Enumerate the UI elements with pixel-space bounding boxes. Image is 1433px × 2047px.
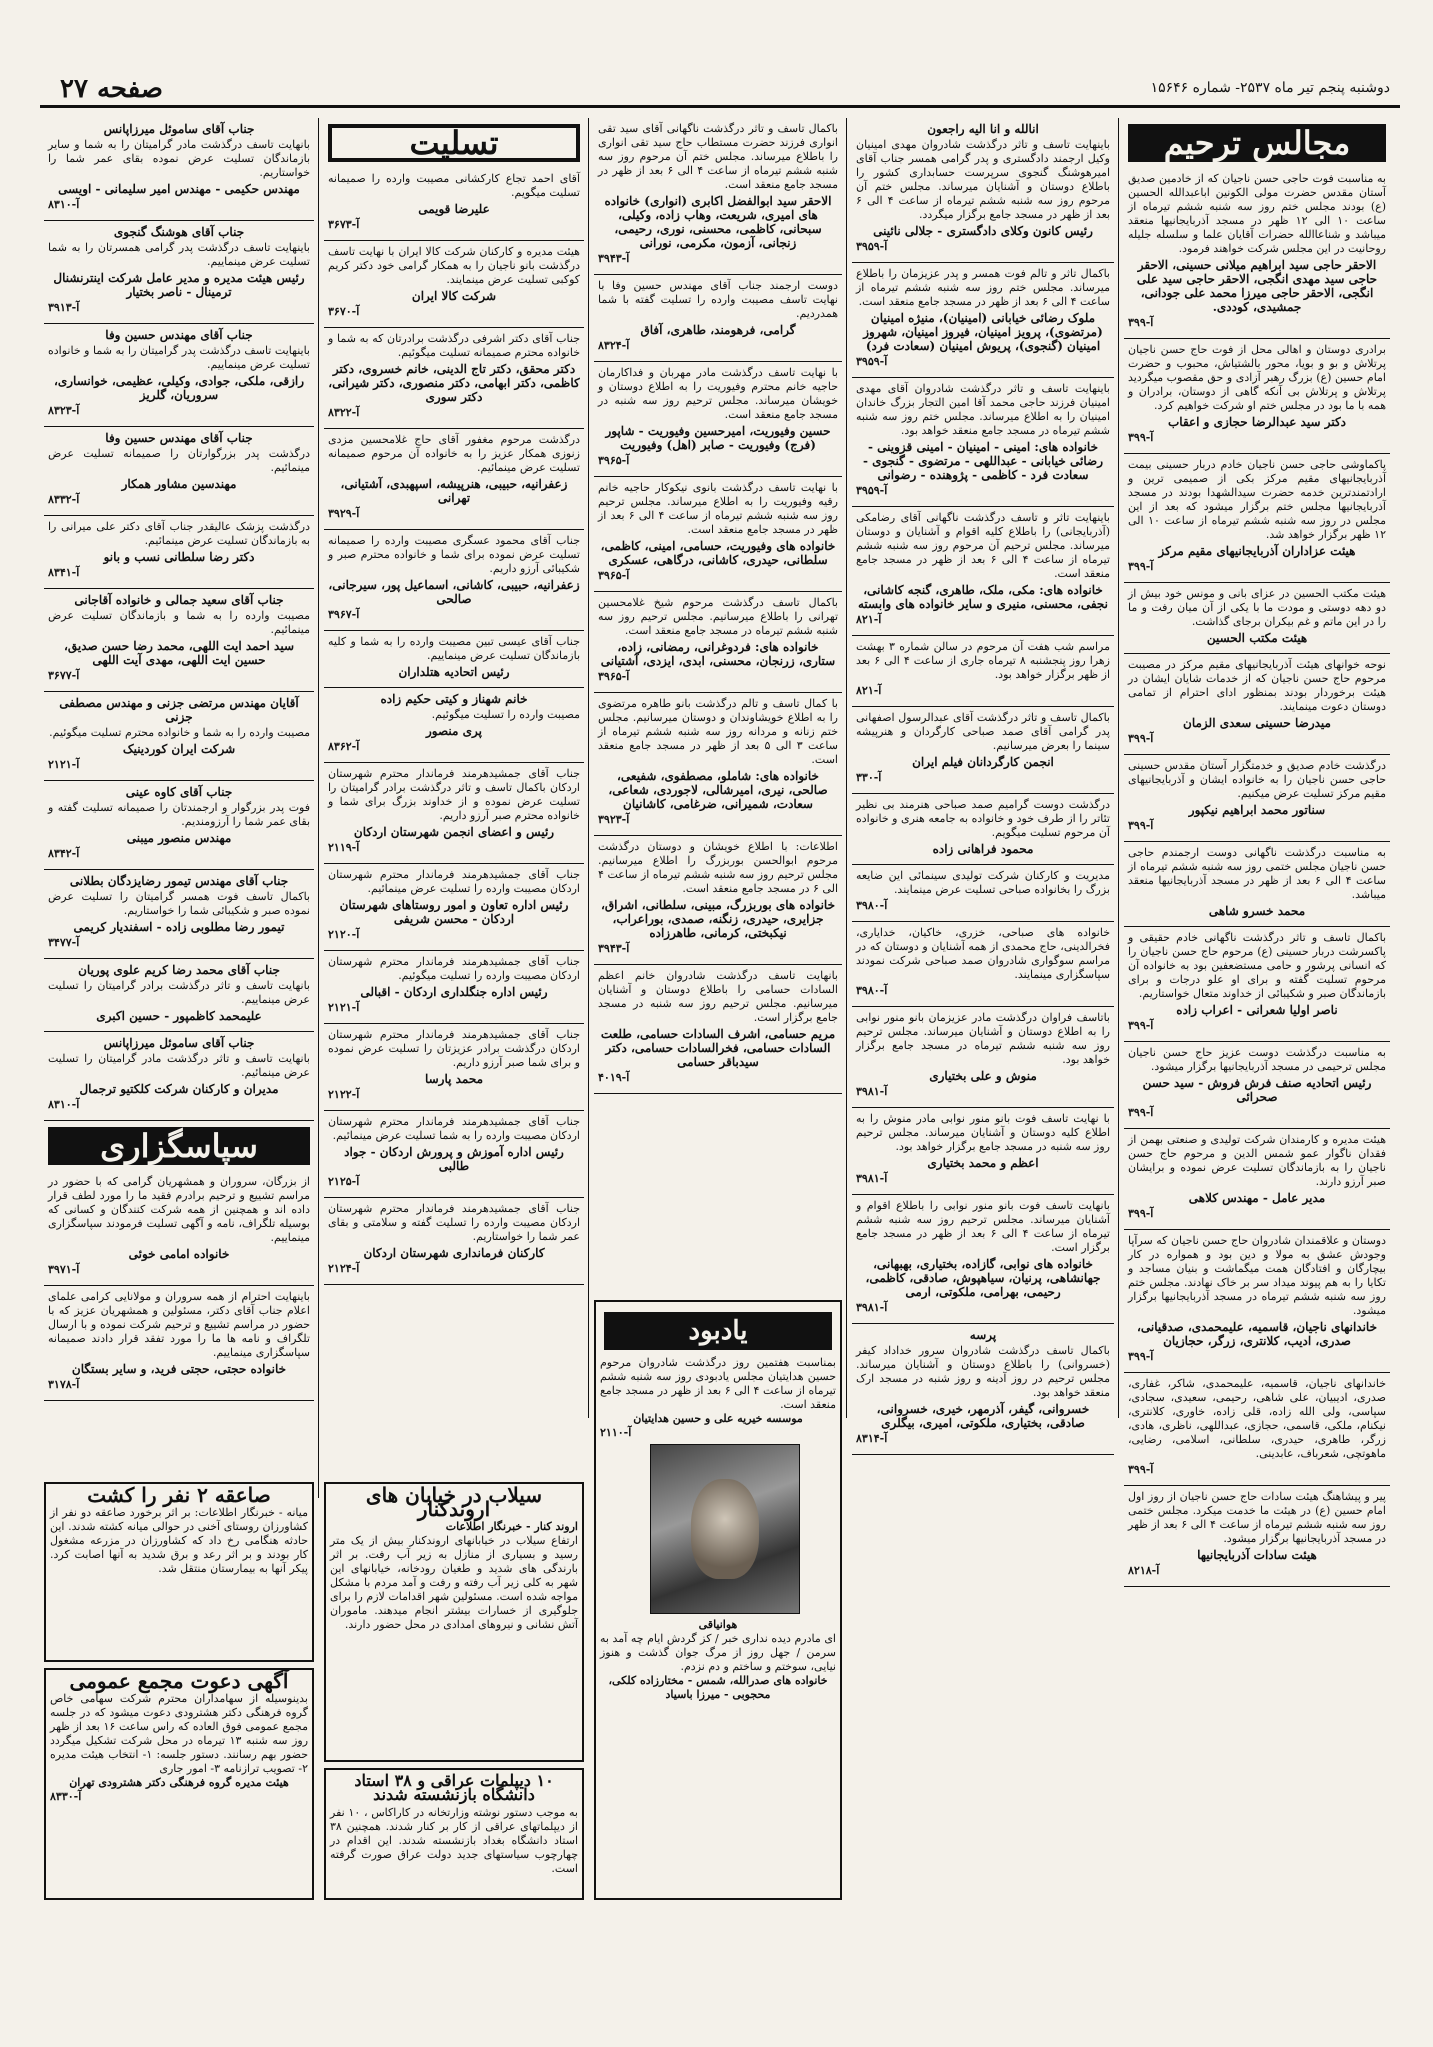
notice-signature: هیئت سادات آذربایجانیها [1197, 1548, 1317, 1562]
notice-body: پیر و پیشاهنگ هیئت سادات حاج حسن ناجیان از روز اول امام حسین (ع) در هیئت ما خدمت میکرد. مجلس ختمی روز سه شنبه ششم تیرماه از ساعت ۴ الی ۶ بعد از ظهر در مسجد آذربایجانیها برگزار میشود. [1128, 1490, 1386, 1545]
column-rule [1118, 118, 1119, 1418]
notice-body: جناب آقای جمشیدهرمند فرماندار محترم شهرستان اردکان مصیبت وارده را به شما تسلیت عرض مینمائیم. [328, 1115, 580, 1142]
notice-body: درگذشت دوست گرامیم صمد صباحی هنرمند بی نظیر تئاتر را از طرف خود و خانواده به جامعه هنری و خانواده آن مرحوم تسلیت میگویم. [856, 798, 1110, 839]
notice-number: آ-۸۲۱ [856, 613, 882, 626]
notice-signature: خانواده های: فردوغرانی، رمضانی، زاده، ستاری، زرنجان، محسنی، ابدی، ایزدی، آشتیانی [600, 640, 836, 668]
notice-title: جناب آقای کاوه عینی [125, 785, 233, 799]
notice-signature: خانواده حجتی، حجتی فرید، و سایر بستگان [71, 1362, 287, 1376]
news-diplomats [324, 1768, 584, 1900]
notice-list [594, 118, 842, 1094]
notice-body: جناب آقای محمود عسگری مصیبت وارده را صمیمانه تسلیت عرض نموده برای شما و خانواده محترم صبر و شکیبائی آرزو داریم. [328, 534, 580, 575]
notice [1124, 927, 1390, 1042]
notice [324, 951, 584, 1024]
notice-signature: مدیر عامل - مهندس کلاهی [1188, 1191, 1326, 1205]
notice-signature: مهندس حکیمی - مهندس امیر سلیمانی - اویسی [58, 182, 300, 196]
notice-signature: علیمحمد کاظمپور - حسین اکبری [96, 1009, 262, 1023]
notice-signature: خسروانی، گیفر، آذرمهر، خیری، خسروانی، صادقی، بختیاری، ملکوتی، امیری، بیگلری [876, 1402, 1090, 1430]
notice-list [324, 168, 584, 1285]
notice-signature: مریم حسامی، اشرف السادات حسامی، طلعت السادات حسامی، فخرالسادات حسامی، دکتر سیدباقر حسامی [600, 1027, 836, 1069]
notice-signature: ملوک رضائی خیابانی (امینیان)، منیژه امینیان (مرتضوی)، پرویز امینیان، فیروز امینیان، شهروز امینیان (گنجوی)، پریوش امینیان (سعادت فرد) [863, 311, 1103, 353]
notice-number: آ-۳۹۹ [1128, 1463, 1154, 1476]
notice-signature: رئیس اداره آموزش و پرورش اردکان - جواد طالبی [344, 1145, 564, 1173]
news-subhead: اروند کنار - خبرنگار اطلاعات [445, 1520, 578, 1533]
notice-body: به مناسبت درگذشت ناگهانی دوست ارجمندم حاجی حسن ناجیان مجلس ختمی روز سه شنبه ششم تیرماه از ساعت ۴ الی ۶ بعد از ظهر در مسجد آذربایجانیها منعقد میباشد. [1128, 846, 1386, 901]
notice-body: به مناسبت درگذشت دوست عزیز حاج حسن ناجیان مجلس ترحیمی در مسجد آذربایجانیها برگزار میشود. [1128, 1046, 1386, 1073]
notice-list [44, 118, 314, 1121]
notice [44, 692, 314, 781]
notice-number: آ-۳۹۷۱ [48, 1263, 80, 1276]
notice-number: آ-۳۹۹ [1128, 560, 1154, 573]
notice [1124, 1230, 1390, 1373]
page-number: صفحه ۲۷ [60, 74, 163, 104]
notice-body: باکمال تاسف و تاثر درگذشت ناگهانی آقای سید تقی انواری فرزند حضرت مستطاب حاج سید تقی انواری را باطلاع میرساند. مجلس ختم آن مرحوم روز سه شنبه ششم تیرماه از ساعت ۴ الی ۶ بعد از ظهر در مسجد جامع منعقد است. [598, 122, 838, 191]
photo-caption: هوانیاقی [698, 1618, 738, 1631]
notice-signature: مهندسین مشاور همکار [121, 477, 237, 491]
notice-signature: خانواده امامی خوئی [128, 1247, 230, 1261]
notice-number: آ-۳۱۷۸ [48, 1378, 80, 1391]
yadbood-poem: ای مادرم دیده نداری خبر / کز گردش ایام چه آمد به سرمن / جهل روز از مرگ جوان گذشت و هنوز نیایی، سوختم و ساختم و دم نزدم. [600, 1632, 836, 1673]
notice-number: آ-۸۳۴۲ [48, 847, 80, 860]
notice-body: باینهایت احترام از همه سروران و مولانایی کرامی علمای اعلام جناب آقای دکتر، مسئولین و همشهریان عزیز که با حضور در مراسم تشییع و ترحیم شرکت نموده و با ارسال تلگراف و نامه ها ما را مورد تفقد قرار دادند صمیمانه سپاسگزاری مینماییم. [48, 1290, 310, 1359]
notice [852, 1108, 1114, 1195]
notice-signature: خانواده های: امینی - امینیان - امینی قزوینی - رضائی خیابانی - عبداللهی - مرتضوی - گنجوی - سعادت فرد - کاظمی - پژوهنده - رضوانی [863, 440, 1103, 482]
notice-number: آ-۸۳۴۱ [48, 566, 80, 579]
notice [852, 263, 1114, 378]
notice [594, 693, 842, 836]
notice-number: آ-۳۶۷۰ [328, 305, 360, 318]
notice-number: آ-۳۳۰ [856, 771, 882, 784]
notice-title: خانم شهناز و کیتی حکیم زاده [380, 692, 528, 706]
notice-body: با کمال تاسف و تالم درگذشت بانو طاهره مرتضوی را به اطلاع خویشاوندان و دوستان میرسانیم. مجلس ختم زنانه و مردانه روز سه شنبه ششم تیرماه از ساعت ۳ الی ۵ بعد از ظهر در مسجد جامع منعقد است. [598, 697, 838, 766]
notice [324, 328, 584, 429]
notice-body: باکمال تاسف درگذشت شادروان سرور خداداد کیفر (خسروانی) را باطلاع دوستان و آشنایان میرساند. مجلس ترحیم در روز آدینه و روز شنبه در مسجد ارک منعقد خواهد بود. [856, 1344, 1110, 1399]
notice-body: درگذشت پدر بزرگوارتان را صمیمانه تسلیت عرض مینمائیم. [48, 447, 310, 474]
notice-title: جناب آقای محمد رضا کریم علوی پوریان [78, 963, 280, 977]
news-assembly [44, 1668, 314, 1900]
notice [852, 865, 1114, 922]
notice-body: باینهایت تاسف و تاثر درگذشت شادروان مهدی امینیان وکیل ارجمند دادگستری و پدر گرامی همسر جناب آقای امیرهوشنگ گنجوی سرپرست حسابداری کشور را باطلاع دوستان و آشنایان میرساند. مجلس ختم آن مرحوم روز سه شنبه ششم تیرماه از ساعت ۴ الی ۶ بعد از ظهر در مسجد جامع برگزار میگردد. [856, 138, 1111, 221]
notice-number: آ-۳۹۹ [1128, 1207, 1154, 1220]
notice-number: آ-۲۱۲۰ [328, 928, 360, 941]
notice-list [1124, 168, 1390, 1587]
notice-number: آ-۳۹۹ [1128, 431, 1154, 444]
notice [594, 362, 842, 477]
notice [44, 118, 314, 221]
notice-signature: مدیران و کارکنان شرکت کلکتیو ترجمال [79, 1082, 279, 1096]
portrait-photo [650, 1444, 800, 1614]
notice-number: آ-۸۳۱۰ [48, 1098, 80, 1111]
notice-number: آ-۸۳۳۲ [48, 493, 80, 506]
notice-signature: رئیس اتحادیه صنف فرش فروش - سید حسن صحرائی [1142, 1076, 1372, 1104]
column-1 [1124, 118, 1390, 1998]
notice-body: خاندانهای ناجیان، قاسمیه، علیمحمدی، شاکر، غفاری، صدری، ادیبیان، علی شاهی، رحیمی، سعیدی، سجادی، سپاسی، ولی الله زاده، قلی زاده، خاوری، کلانتری، نیکنام، ملکی، قاسمی، حجازی، عبداللهی، ناظری، هادی، زرگر، طاهری، حیدری، سلطانی، اسلامی، رضایی، ماهوتچی، شعرباف، عابدینی. [1128, 1377, 1386, 1460]
notice [324, 530, 584, 631]
notice-signature: رئیس کانون وکلای دادگستری - جلالی نائینی [873, 224, 1093, 238]
notice-signature: رئیس اداره جنگلداری اردکان - اقبالی [360, 985, 548, 999]
notice-body: دوست ارجمند جناب آقای مهندس حسین وفا با نهایت تاسف مصیبت وارده را تسلیت گفته با شما همدردیم. [598, 279, 838, 320]
yadbood-banner: یادبود [604, 1312, 832, 1350]
notice-body: درگذشت خادم صدیق و خدمتگزار آستان مقدس حسینی حاجی حسن ناجیان را به خانواده ایشان و آذربایجانیهای مقیم مرکز تسلیت عرض میکنیم. [1128, 759, 1386, 800]
notice-body: باکمال تاثر و تالم فوت همسر و پدر عزیزمان را باطلاع میرساند. مجلس ختم روز سه شنبه ششم تیرماه از ساعت ۴ الی ۶ بعد از ظهر در مسجد جامع منعقد است. [856, 267, 1110, 308]
column-2 [852, 118, 1114, 1998]
news-headline: سیلاب در خیابان های اروندکنار [365, 1483, 543, 1521]
column-rule [846, 118, 847, 1418]
notice-body: جناب آقای جمشیدهرمند فرماندار محترم شهرستان اردکان مصیبت وارده را تسلیت عرض مینمائیم. [328, 868, 580, 895]
notice [1124, 842, 1390, 927]
notice-title: جناب آقای ساموئل میرزاپانس [103, 122, 255, 136]
notice [1124, 1486, 1390, 1587]
notice-body: باینهایت تاسف و تاثر درگذشت شادروان آقای مهدی امینیان فرزند حاجی محمد آقا امین التجار بزرگ خاندان امینیان را به اطلاع میرساند. مجلس ختم روز سه شنبه ششم تیرماه در مسجد جامع منعقد خواهد بود. [856, 382, 1110, 437]
page-header [40, 74, 1400, 108]
notice [852, 1324, 1114, 1455]
notice [44, 1286, 314, 1401]
notice-number: آ-۳۹۹ [1128, 1019, 1154, 1032]
news-headline: صاعقه ۲ نفر را کشت [87, 1483, 271, 1507]
notice-body: جناب آقای جمشیدهرمند فرماندار محترم شهرستان اردکان مصیبت وارده را تسلیت گفته و سلامتی و بقای عمر شما را خواستاریم. [328, 1202, 580, 1243]
notice-body: جناب آقای جمشیدهرمند فرماندار محترم شهرستان اردکان مصیبت وارده را تسلیت میگوئیم. [328, 955, 580, 982]
column-3 [594, 118, 842, 1293]
notice [594, 275, 842, 362]
news-body: به موجب دستور نوشته وزارتخانه در کاراکاس ، ۱۰ نفر از دیپلماتهای عراقی از کار بر کنار شدند. همچنین ۳۸ استاد دانشگاه بغداد بازنشسته شدند. این اقدام در چهارچوب سیاستهای جدید دولت عراق صورت گرفته است. [330, 1806, 578, 1875]
notice [852, 794, 1114, 865]
notice-body: اطلاعات: با اطلاع خویشان و دوستان درگذشت مرحوم ابوالحسن بوربزرگ را اطلاع میرسانیم. مجلس ترحیم روز سه شنبه ششم تیرماه از ساعت ۴ الی ۶ در مسجد جامع منعقد است. [598, 840, 838, 895]
notice [44, 221, 314, 324]
notice-body: خانواده های صباحی، خزری، خاکیان، خدایاری، فخرالدینی، حاج محمدی از همه آشنایان و دوستان که در مراسم سوگواری شادروان صمد صباحی شرکت نمودند سپاسگزاری مینمایند. [856, 926, 1110, 981]
notice-body: آقای احمد تجاع کارکشانی مصیبت وارده را صمیمانه تسلیت میگویم. [328, 172, 580, 199]
date-line: دوشنبه پنجم تیر ماه ۲۵۳۷- شماره ۱۵۶۴۶ [1150, 80, 1390, 96]
notice [324, 763, 584, 864]
notice [1124, 1042, 1390, 1129]
notice-signature: شرکت کالا ایران [411, 289, 497, 303]
notice-number: آ-۳۹۹ [1128, 316, 1154, 329]
notice-signature: پری منصور [426, 724, 482, 738]
notice-body: نوحه خوانهای هیئت آذربایجانیهای مقیم مرکز در مصیبت مرحوم حاج حسن ناجیان که از خدمات شایان ایشان در هیئت برخوردار بودند بمنظور ادای احترام از تمامی دوستان دعوت مینمایند. [1128, 658, 1386, 713]
majales-banner: مجالس ترحیم [1128, 124, 1386, 162]
notice-number: آ-۸۳۲۲ [328, 406, 360, 419]
notice-signature: محمود فراهانی زاده [932, 842, 1034, 856]
notice [1124, 755, 1390, 842]
notice-title: پرسه [969, 1328, 997, 1342]
notice-number: آ-۳۶۷۳ [328, 218, 360, 231]
notice-body: مدیریت و کارکنان شرکت تولیدی سینمائی این ضایعه بزرگ را بخانواده صباحی تسلیت عرض مینمایند. [856, 869, 1110, 896]
news-lightning [44, 1482, 314, 1662]
notice-signature: رئیس و اعضای انجمن شهرستان اردکان [353, 825, 555, 839]
notice [44, 589, 314, 692]
notice-list [852, 118, 1114, 1455]
notice-body: هیئت مکتب الحسین در عزای بانی و مونس خود بیش از دو دهه دوستی و مودت ما با یکی از آن میان رفت و ما را در این ماتم و غم بیکران برجای گذاشت. [1128, 587, 1386, 628]
notice-signature: خانواده های وفیوریت، حسامی، امینی، کاظمی، سلطانی، حیدری، کاشانی، درگاهی، عسکری [600, 539, 836, 567]
notice-body: با نهایت تاسف درگذشت مادر مهربان و فداکارمان حاجیه خانم محترم وفیوریت را به اطلاع دوستان و خویشان میرساند. مجلس ترحیم روز سه شنبه در مسجد جامع منعقد است. [598, 366, 838, 421]
notice-number: آ-۳۹۶۷ [328, 608, 360, 621]
notice-number: آ-۸۲۱ [856, 684, 882, 697]
notice-body: فوت پدر بزرگوار و ارجمندتان را صمیمانه تسلیت گفته و بقای عمر شما را آرزومندیم. [48, 801, 310, 828]
notice [594, 118, 842, 275]
yadbood-body: بمناسبت هفتمین روز درگذشت شادروان مرحوم حسین هدایتیان مجلس یادبودی روز سه شنبه ششم تیرماه از ساعت ۴ الی ۶ بعد از ظهر در مسجد جامع منعقد است. [600, 1356, 836, 1411]
notice-title: جناب آقای مهندس تیمور رضایزدگان بطلانی [69, 874, 289, 888]
notice-number: آ-۳۹۵۹ [856, 484, 888, 497]
notice [44, 781, 314, 870]
notice-signature: شرکت ایران کوردینیک [122, 742, 236, 756]
notice-signature: انجمن کارگردانان فیلم ایران [912, 755, 1054, 769]
notice-number: آ-۳۹۹ [1128, 1106, 1154, 1119]
news-signature: هیئت مدیره گروه فرهنگی دکتر هشترودی تهران [69, 1776, 289, 1789]
column-5 [44, 118, 314, 1468]
news-headline: آگهی دعوت مجمع عمومی [69, 1669, 289, 1693]
notice-title: انالله و انا الیه راجعون [927, 122, 1039, 136]
notice-signature: رئیس اداره تعاون و امور روستاهای شهرستان اردکان - محسن شریفی [339, 898, 569, 926]
notice-number: آ-۳۹۶۵ [598, 569, 630, 582]
notice-signature: مهندس منصور میبنی [126, 831, 232, 845]
notice-signature: میدرضا حسینی سعدی الزمان [1183, 716, 1331, 730]
notice [324, 429, 584, 530]
notice-signature: محمد خسرو شاهی [1208, 904, 1306, 918]
notice-body: جناب آقای جمشیدهرمند فرماندار محترم شهرستان اردکان باکمال تاسف و تاثر درگذشت برادر گرامیتان را تسلیت عرض نموده و از خداوند بزرگ برای شما و خانواده محترم صبر آرزو داریم. [328, 767, 580, 822]
notice-body: باکمال تاسف و تاثر درگذشت آقای عبدالرسول اصفهانی پدر گرامی آقای صمد صباحی کارگردان و هنرپیشه سینما را بعرض میرسانیم. [856, 711, 1110, 752]
notice-number: آ-۲۱۱۹ [328, 841, 360, 854]
notice [44, 1171, 314, 1286]
notice-number: آ-۳۹۴۳ [598, 252, 630, 265]
yadbood-signature: موسسه خیریه علی و حسین هدایتیان [633, 1412, 803, 1425]
notice [852, 707, 1114, 794]
notice-body: باکمال تاسف درگذشت مرحوم شیخ غلامحسین تهرانی را باطلاع میرسانیم. مجلس ترحیم روز سه شنبه ششم تیرماه در مسجد جامع منعقد است. [598, 596, 838, 637]
notice-body: درگذشت پزشک عالیقدر جناب آقای دکتر علی میرانی را به بازماندگان تسلیت عرض مینمائیم. [48, 520, 310, 547]
yadbood-block [594, 1300, 842, 1900]
notice-number: آ-۳۴۷۷ [48, 936, 80, 949]
notice-signature: هیئت عزاداران آذربایجانیهای مقیم مرکز [1158, 544, 1356, 558]
notice-body: باینهایت تاسف درگذشت پدر گرامیتان را به شما و خانواده تسلیت عرض مینماییم. [48, 344, 310, 371]
notice-title: جناب آقای ساموئل میرزاپانس [103, 1036, 255, 1050]
notice-number: آ-۳۹۵۹ [856, 355, 888, 368]
notice-body: جناب آقای دکتر اشرفی درگذشت برادرتان که به شما و خانواده محترم صمیمانه تسلیت میگوئیم. [328, 332, 580, 359]
notice [852, 1007, 1114, 1108]
notice-number: آ-۸۳۶۲ [328, 740, 360, 753]
notice-title: جناب آقای هوشنگ گنجوی [113, 225, 245, 239]
notice-number: آ-۴۰۱۹ [598, 1071, 630, 1084]
notice-body: هیئت مدیره و کارکنان شرکت کالا ایران با نهایت تاسف درگذشت بانو ناجیان را به همکار گرامی خود دکتر کریم کوکبی تسلیت عرض مینمایند. [328, 245, 580, 286]
notice-signature: دکتر سید عبدالرضا حجازی و اعقاب [1167, 415, 1347, 429]
notice-signature: خانواده های: مکی، ملک، طاهری، گنجه کاشانی، نجفی، محسنی، منیری و سایر خانواده های وابسته [858, 583, 1108, 611]
notice [1124, 654, 1390, 755]
notice-signature: الاحقر سید ابوالفضل اکابری (انواری) خانواده های امیری، شریعت، وهاب زاده، وکیلی، سبحانی، کاظمی، محسنی، نوری، رحیمی، زنجانی، آزمون، مکرمی، نورانی [604, 194, 832, 250]
notice-signature: رئیس اتحادیه هتلداران [398, 665, 510, 679]
notice-number: آ-۳۹۸۰ [856, 899, 888, 912]
yadbood-number: آ-۲۱۱۰ [600, 1426, 632, 1439]
notice [594, 477, 842, 592]
notice [324, 864, 584, 951]
notice-number: آ-۳۹۹ [1128, 1350, 1154, 1363]
notice-body: باینهایت تاسف درگذشت پدر گرامی همسرتان را به شما تسلیت عرض مینماییم. [48, 241, 310, 268]
notice-body: با نهایت تاسف درگذشت بانوی نیکوکار حاجیه خانم رقیه وفیوریت را به اطلاع میرساند. مجلس ترحیم روز سه شنبه ششم تیرماه از ساعت ۴ الی ۶ بعد از ظهر در مسجد جامع منعقد است. [598, 481, 838, 536]
notice-signature: رازقی، ملکی، جوادی، وکیلی، عظیمی، خوانساری، سروریان، گلریز [53, 374, 304, 402]
notice-body: مراسم شب هفت آن مرحوم در سالن شماره ۳ بهشت زهرا روز پنجشنبه ۸ تیرماه جاری از ساعت ۴ الی ۶ بعد از ظهر برگزار خواهد بود. [856, 640, 1110, 681]
notice-number: آ-۲۱۲۱ [48, 758, 80, 771]
news-body: میانه - خبرنگار اطلاعات: بر اثر برخورد صاعقه دو نفر از کشاورزان روستای آخنی در حوالی میانه کشته شدند. این حادثه هنگامی رخ داد که کشاورزان در مزرعه مشغول کار بودند و بر اثر رعد و برق شدید به آنها اصابت کرد. پیکر آنها به بیمارستان منتقل شد. [50, 1506, 308, 1575]
notice [1124, 168, 1390, 339]
notice-signature: خانواده های نوابی، گازاده، بختیاری، بهبهانی، جهانشاهی، پرنیان، سیاهپوش، صادقی، کاظمی، رحیمی، بهرامی، ملکوتی، ارمی [865, 1257, 1101, 1299]
notice-signature: رئیس هیئت مدیره و مدیر عامل شرکت اینترنشنال ترمینال - ناصر بختیار [53, 271, 305, 299]
notice [324, 1111, 584, 1198]
yadbood-poem-signature: خانواده های صدرالله، شمس - مختارزاده کلکی، محجوبی - میرزا باسیاد [608, 1674, 828, 1701]
notice-signature: سید احمد ایت اللهی، محمد رضا حسن صدیق، حسین ایت اللهی، مهدی آیت اللهی [63, 639, 295, 667]
notice-number: آ-۳۹۶۵ [598, 454, 630, 467]
notice-signature: دکتر محقق، دکتر تاج الدینی، خانم خسروی، دکتر کاظمی، دکتر ابهامی، دکتر منصوری، دکتر شیرانی، دکتر سوری [328, 362, 580, 404]
notice [44, 516, 314, 589]
column-4 [324, 118, 584, 1398]
notice-number: آ-۲۱۲۵ [328, 1175, 360, 1188]
notice-number: آ-۳۹۵۹ [856, 240, 888, 253]
notice-number: آ-۳۹۲۳ [598, 813, 630, 826]
notice [44, 427, 314, 516]
news-body: بدینوسیله از سهامداران محترم شرکت سهامی خاص گروه فرهنگی دکتر هشترودی دعوت میشود که در جلسه مجمع عمومی فوق العاده که راس ساعت ۱۶ بعد از ظهر روز سه شنبه ۱۳ تیرماه در محل شرکت تشکیل میگردد حضور بهم رسانند. دستور جلسه: ۱- انتخاب هیئت مدیره ۲- تصویب ترازنامه ۳- امور جاری [50, 1692, 309, 1775]
notice-signature: هیئت مکتب الحسین [1206, 631, 1308, 645]
notice-signature: حسین وفیوریت، امیرحسین وفیوریت - شاپور (فرج) وفیوریت - صابر (اهل) وفیوریت [605, 424, 831, 452]
notice-signature: زعفرانیه، حبیبی، هنرپیشه، اسپهبدی، آشتیانی، تهرانی [340, 477, 568, 505]
notice-number: آ-۳۹۱۳ [48, 301, 80, 314]
notice-body: جناب آقای جمشیدهرمند فرماندار محترم شهرستان اردکان درگذشت برادر عزیزتان را تسلیت عرض نموده و برای شما صبر آرزو داریم. [328, 1028, 580, 1069]
notice-signature: الاحقر حاجی سید ابراهیم میلانی حسینی، الاحقر حاجی سید مهدی انگجی، الاحقر حاجی سید علی انگجی، الاحقر حاجی میرزا محمد علی جودانی، جمشیدی، کوددی. [1136, 258, 1378, 314]
notice-signature: دکتر رضا سلطانی نسب و بانو [103, 550, 255, 564]
notice [594, 592, 842, 693]
notice-signature: سناتور محمد ابراهیم نیکپور [1188, 803, 1326, 817]
notice-signature: زعفرانیه، حبیبی، کاشانی، اسماعیل پور، سیرجانی، صالحی [328, 578, 580, 606]
notice-number: آ-۸۳۱۴ [856, 1432, 888, 1445]
notice-body: باتاسف فراوان درگذشت مادر عزیزمان بانو منور نوابی را به اطلاع دوستان و آشنایان میرساند. مجلس ترحیم روز سه شنبه ششم تیرماه در مسجد جامع برگزار خواهد بود. [856, 1011, 1110, 1066]
tasliat-banner: تسلیت [328, 124, 580, 162]
notice-title: جناب آقای مهندس حسین وفا [105, 431, 253, 445]
notice-body: مصیبت وارده را به شما و بازماندگان تسلیت عرض مینمائیم. [48, 609, 310, 636]
notice [44, 959, 314, 1032]
notice-number: آ-۳۹۹ [1128, 819, 1154, 832]
notice-number: آ-۳۹۶۵ [598, 670, 630, 683]
notice-body: بانهایت تاسف و تاثر درگذشت برادر گرامیتان را تسلیت عرض مینماییم. [48, 979, 310, 1006]
notice [1124, 1373, 1390, 1486]
notice-body: درگذشت مرحوم مغفور آقای حاج غلامحسین مزدی زنوزی همکار عزیز را به خانواده آن مرحوم صمیمانه تسلیت عرض مینمائیم. [328, 433, 580, 474]
notice-number: آ-۲۱۲۲ [328, 1088, 360, 1101]
news-flood [324, 1482, 584, 1762]
notice-number: آ-۸۳۲۴ [598, 339, 630, 352]
news-headline: ۱۰ دیپلمات عراقی و ۳۸ استاد دانشگاه بازنشسته شدند [354, 1771, 554, 1804]
notice-title: جناب آقای مهندس حسین وفا [105, 328, 253, 342]
notice [594, 965, 842, 1094]
notice [852, 378, 1114, 507]
notice [594, 836, 842, 965]
notice-body: باینهایت تاثر و تاسف درگذشت ناگهانی آقای رضامکی (آذربایجانی) را باطلاع کلیه اقوام و آشنایان و دوستان میرساند. مجلس ترحیم آن مرحوم روز سه شنبه ششم تیرماه از ساعت ۴ الی ۶ بعد از ظهر در مسجد جامع منعقد است. [856, 511, 1110, 580]
notice-body: دوستان و علاقمندان شادروان حاج حسن ناجیان که سرآپا وجودش عشق به مولا و دین بود و همواره در کار بیچارگان و افتادگان همت میگماشت و بنیان مساجد و تکایا را به هم پیوند میداد سر بر خاک نهادند. مجلس ختم روز سه شنبه ششم تیرماه در مسجد آذربایجانیها برگزار میشود. [1128, 1234, 1386, 1317]
notice-title: جناب آقای سعید جمالی و خانواده آقاجانی [74, 593, 284, 607]
column-rule [318, 118, 319, 1498]
notice-number: آ-۳۹۸۰ [856, 984, 888, 997]
notice [324, 1198, 584, 1285]
notice-body: هیئت مدیره و کارمندان شرکت تولیدی و صنعتی بهمن از فقدان ناگوار عمو شمس الدین و مرحوم حاج حسن ناجیان را به بازماندگان تسلیت عرض نموده و برایشان صبر آرزو دارند. [1128, 1133, 1386, 1188]
notice-signature: گرامی، فرهومند، طاهری، آفاق [640, 323, 796, 337]
notice [852, 1195, 1114, 1324]
notice [324, 1024, 584, 1111]
notice-body: از بزرگان، سروران و همشهریان گرامی که با حضور در مراسم تشییع و ترحیم برادرم فقید ما را مورد لطف قرار داده اند و همچنین از همه شرکت کنندگان و کسانی که بوسیله تلگراف، نامه و آگهی تسلیت فرمودند سپاسگزاری مینماییم. [48, 1175, 310, 1244]
notice-signature: محمد پارسا [424, 1072, 484, 1086]
notice-body: مصیبت وارده را به شما و خانواده محترم تسلیت میگوئیم. [49, 726, 310, 739]
notice-number: آ-۳۹۸۱ [856, 1172, 888, 1185]
notice [852, 922, 1114, 1007]
notice-number: آ-۳۶۷۷ [48, 669, 80, 682]
notice-signature: اعظم و محمد بختیاری [927, 1156, 1039, 1170]
notice-number: آ-۲۱۲۴ [328, 1262, 360, 1275]
notice [1124, 339, 1390, 454]
notice-signature: ناصر اولیا شعرانی - اعراب زاده [1176, 1003, 1338, 1017]
news-number: آ-۸۳۳۰ [50, 1790, 82, 1803]
news-body: ارتفاع سیلاب در خیابانهای اروندکنار بیش از یک متر رسید و بسیاری از منازل به زیر آب رفت. بر اثر بارندگی های شدید و طغیان رودخانه، خیابانهای این شهر به کلی زیر آب رفته و رفت و آمد مردم با مشکل مواجه شده است. مسئولین شهر اقدامات لازم را برای جلوگیری از خسارات بیشتر انجام میدهند. ماموران آتش نشانی و نیروهای امدادی در محل حضور دارند. [330, 1534, 578, 1631]
notice [324, 168, 584, 241]
notice-signature: خاندانهای ناجیان، قاسمیه، علیمحمدی، صدقیانی، صدری، ادیب، کلانتری، زرگر، حجازیان [1136, 1320, 1378, 1348]
notice-number: آ-۳۹۴۳ [598, 942, 630, 955]
notice-number: آ-۳۹۹ [1128, 732, 1154, 745]
notice-number: آ-۳۹۸۱ [856, 1085, 888, 1098]
notice-body: به مناسبت فوت حاجی حسن ناجیان که از خادمین صدیق آستان مقدس حضرت مولی الکونین اباعبدالله الحسین (ع) بودند مجلس ختم روز سه شنبه ششم تیرماه از ساعت ۱۰ الی ۱۲ ظهر در مسجد آذربایجانیها منعقد میباشد و شناعاالله حضرات آقایان علما و سلسله جلیله روحانیت در این مجلس شرکت خواهند فرمود. [1128, 172, 1386, 255]
notice-signature: خانواده های بوربزرگ، مبینی، سلطانی، اشراق، جزایری، حیدری، زنگنه، صمدی، بوراعراب، نیکبختی، کرمانی، طاهرزاده [601, 898, 835, 940]
notice-signature: منوش و علی بختیاری [929, 1069, 1037, 1083]
notice-body: بانهایت تاسف درگذشت شادروان خانم اعظم السادات حسامی را باطلاع دوستان و آشنایان میرسانیم. مجلس ترحیم روز سه شنبه در مسجد جامع برگزار است. [598, 969, 838, 1024]
notice [44, 1032, 314, 1121]
notice [324, 631, 584, 688]
notice-body: بانهایت تاسف فوت بانو منور نوابی را باطلاع اقوام و آشنایان میرساند. مجلس ترحیم روز سه شنبه ششم تیرماه از ساعت ۴ الی ۶ بعد از ظهر در مسجد جامع برگزار است. [856, 1199, 1110, 1254]
notice-number: آ-۲۱۲۱ [328, 1001, 360, 1014]
notice-body: برادری دوستان و اهالی محل از فوت حاج حسن ناجیان پرتلاش و بو و بویا، محور بالشتیاش، محبوب و حضرت امام حسین (ع) بزرگ رهبر آزادی و حق مقصوب میگردید پرتلاش و پرتلاش بی آنکه گاهی از دوستان، برادران و همه با ما بود در مجلس ختم او شرکت خواهیم کرد. [1128, 343, 1386, 412]
notice-body: بانهایت تاسف درگذشت مادر گرامیتان را به شما و سایر بازماندگان تسلیت عرض نموده بقای عمر شما را خواستاریم. [48, 138, 310, 179]
notice-body: با نهایت تاسف فوت بانو منور نوابی مادر منوش را به اطلاع کلیه دوستان و آشنایان میرساند. مجلس ترحیم روز سه شنبه در مسجد جامع برگزار خواهد بود. [856, 1112, 1110, 1153]
notice [1124, 1129, 1390, 1230]
notice [324, 241, 584, 328]
column-rule [588, 118, 589, 1418]
notice [852, 118, 1114, 263]
notice-body: باکمال تاسف فوت همسر گرامیتان را تسلیت عرض نموده صبر و شکیبائی شما را خواستاریم. [48, 890, 310, 917]
notice-body: پاکماوشی حاجی حسن ناجیان خادم دربار حسینی بیمت آذربایجانیهای مقیم مرکز بکی از صمیمی ترین و ارادتمندترین خدمه حضرت سیدالشهدا بودند در مسجد آذربایجانیها مجلس ختم برگزار میشود که بعد از این مجلس در روز سه شنبه ششم تیرماه از ساعت ۱۰ الی ۱۲ ظهر برگزار خواهد شد. [1128, 458, 1386, 541]
notice [852, 507, 1114, 636]
notice [44, 324, 314, 427]
notice-signature: علیرضا قویمی [418, 202, 490, 216]
notice [1124, 454, 1390, 583]
sepas-banner: سپاسگزاری [48, 1127, 310, 1165]
notice-title: آقایان مهندس مرتضی جزنی و مهندس مصطفی جزنی [59, 696, 299, 724]
notice-signature: کارکنان فرمانداری شهرستان اردکان [363, 1246, 545, 1260]
notice-number: آ-۸۲۱۸ [1128, 1564, 1160, 1577]
notice-signature: تیمور رضا مطلوبی زاده - اسفندیار کریمی [73, 920, 285, 934]
notice-body: باکمال تاسف و تاثر درگذشت ناگهانی خادم حقیقی و پاکسرشت دربار حسینی (ع) مرحوم حاج حسن ناجیان را که انسانی پرشور و حامی مستضعفین بود به خانواده آن مرحوم تسلیت گفته و برای او علو درجات و برای بازماندگان صبر و شکیبائی از خداوند متعال خواستاریم. [1128, 931, 1386, 1000]
notice-number: آ-۸۳۲۳ [48, 404, 80, 417]
notice [44, 870, 314, 959]
notice [852, 636, 1114, 707]
notice-body: بانهایت تاسف و تاثر درگذشت مادر گرامیتان را تسلیت عرض مینمائیم. [48, 1052, 310, 1079]
notice-body: جناب آقای عیسی تبین مصیبت وارده را به شما و کلیه بازماندگان تسلیت عرض مینماییم. [328, 635, 580, 662]
notice-number: آ-۸۳۱۰ [48, 198, 80, 211]
notice-number: آ-۳۹۲۹ [328, 507, 360, 520]
notice-number: آ-۳۹۸۱ [856, 1301, 888, 1314]
notice-signature: خانواده های: شاملو، مصطفوی، شفیعی، صالحی، نیری، امیرشالی، لاجوردی، شعاعی، سعادت، شمیرانی، ضرغامی، کاشانیان [608, 769, 828, 811]
notice-body: مصیبت وارده را تسلیت میگوئیم. [431, 708, 580, 721]
notice [324, 688, 584, 763]
notice [1124, 583, 1390, 654]
